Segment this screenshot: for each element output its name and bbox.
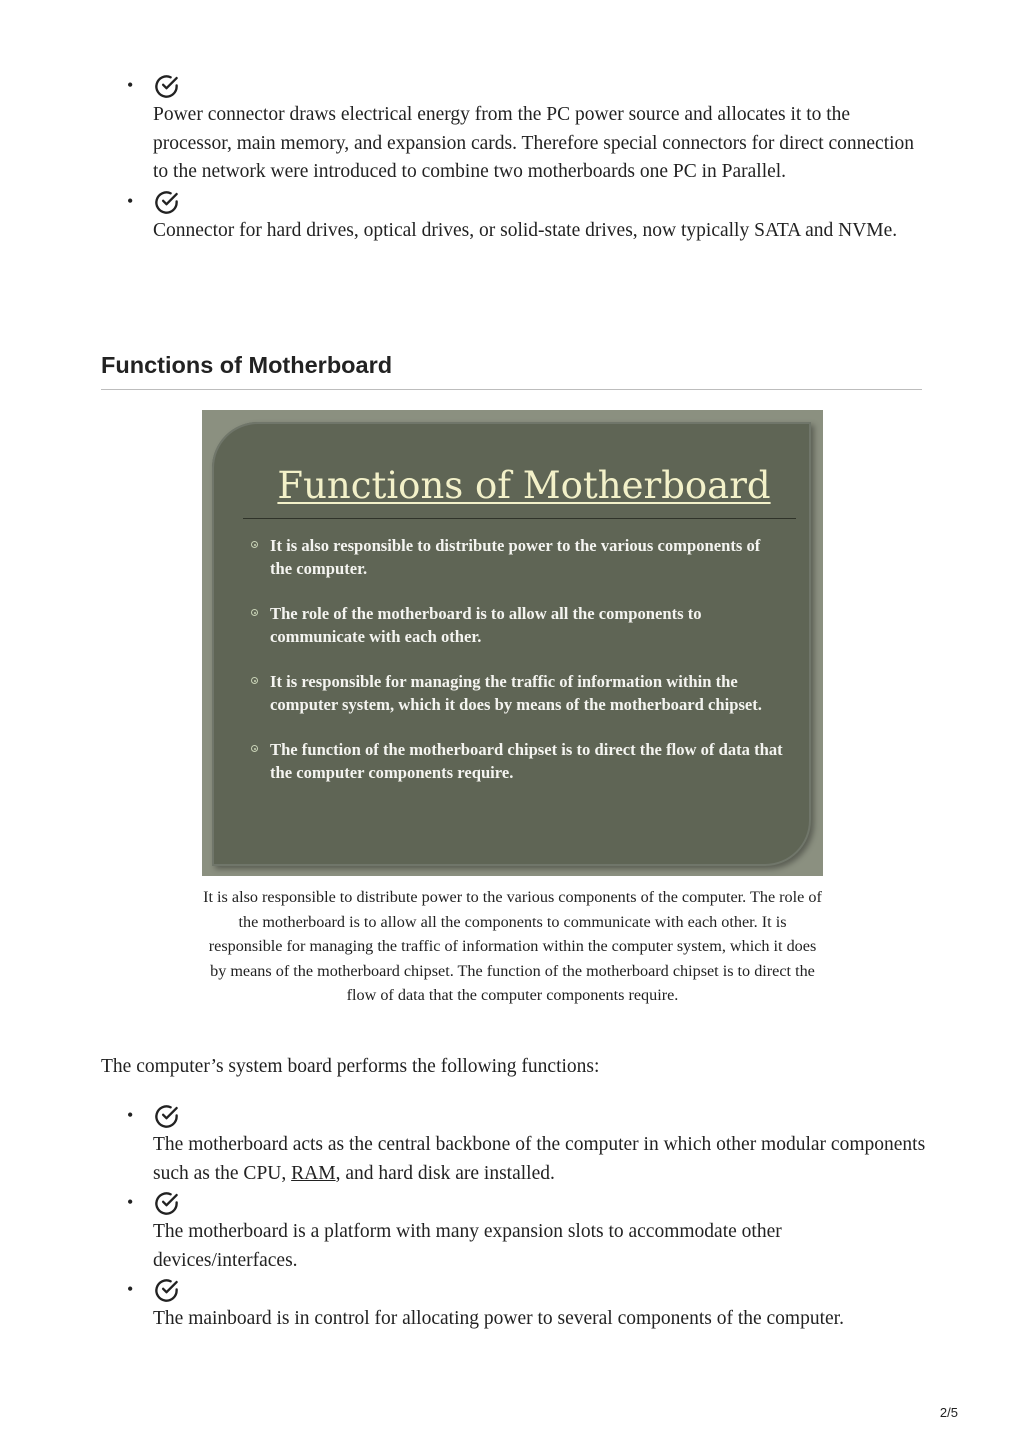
list-item-text-start: The motherboard acts as the central backbone of the computer in which other modular components such as the CPU,: [153, 1134, 926, 1184]
slide-divider: [243, 518, 796, 519]
slide-title: Functions of Motherboard: [277, 464, 771, 507]
list-item: [101, 1190, 931, 1275]
bullet: •: [127, 1279, 134, 1299]
slide-panel: [212, 422, 811, 866]
slide-bullet-text: It is also responsible to distribute power to the various components of the computer.: [270, 536, 761, 578]
list-item-text: [153, 1131, 931, 1188]
functions-list: [101, 1103, 931, 1336]
bullet: •: [127, 1192, 134, 1212]
bullet: •: [127, 1105, 134, 1125]
bullet-dot-icon: [251, 609, 258, 616]
image-caption: It is also responsible to distribute power to the various components of the computer. The role of the motherboard is to allow all the components to communicate with each other. It is responsible for managing the traffic of information within the computer system, which it does by means of the motherboard chipset. The function of the motherboard chipset is to direct the flow of data that the computer components require.: [203, 888, 822, 1004]
check-circle-icon: [153, 1277, 180, 1304]
list-item-text: The mainboard is in control for allocating power to several components of the computer.: [153, 1308, 844, 1329]
slide-bullet-text: It is responsible for managing the traffic of information within the computer system, which it does by means of the motherboard chipset.: [270, 672, 762, 714]
section-heading: Functions of Motherboard: [101, 350, 922, 390]
check-circle-icon: [153, 73, 180, 100]
bullet: •: [127, 190, 134, 211]
slide-image: [202, 410, 823, 876]
list-item: [101, 73, 931, 187]
intro-paragraph: The computer’s system board performs the following functions:: [101, 1056, 600, 1077]
check-circle-icon: [153, 1103, 180, 1130]
slide-bullet-text: The function of the motherboard chipset is to direct the flow of data that the computer components require.: [270, 740, 783, 782]
check-circle-icon: [153, 189, 180, 216]
bullet-dot-icon: [251, 677, 258, 684]
list-item: [101, 189, 931, 246]
list-item-text: Connector for hard drives, optical drives, or solid-state drives, now typically SATA and NVMe.: [153, 219, 898, 241]
list-item: [101, 1277, 931, 1334]
slide-bullet-list: [240, 534, 785, 784]
bullet-dot-icon: [251, 745, 258, 752]
connector-list: [101, 73, 931, 247]
list-item-text: Power connector draws electrical energy from the PC power source and allocates it to the processor, main memory, and expansion cards. Therefore special connectors for direct connection to the network were introduced to combine two motherboards one PC in Parallel.: [153, 104, 915, 182]
slide-bullet: [240, 602, 785, 648]
bullet: •: [127, 75, 134, 95]
bullet-dot-icon: [251, 541, 258, 548]
list-item-text-end: , and hard disk are installed.: [335, 1162, 555, 1184]
page-number: 2/5: [939, 1405, 958, 1420]
check-circle-icon: [153, 1190, 180, 1217]
slide-bullet: [240, 534, 785, 580]
list-item: [101, 1103, 931, 1188]
slide-bullet-text: The role of the motherboard is to allow all the components to communicate with each other.: [270, 604, 702, 646]
slide-bullet: [240, 670, 785, 716]
list-item-text: The motherboard is a platform with many expansion slots to accommodate other devices/interfaces.: [153, 1221, 782, 1271]
ram-link[interactable]: RAM: [291, 1162, 336, 1184]
slide-bullet: [240, 738, 785, 784]
